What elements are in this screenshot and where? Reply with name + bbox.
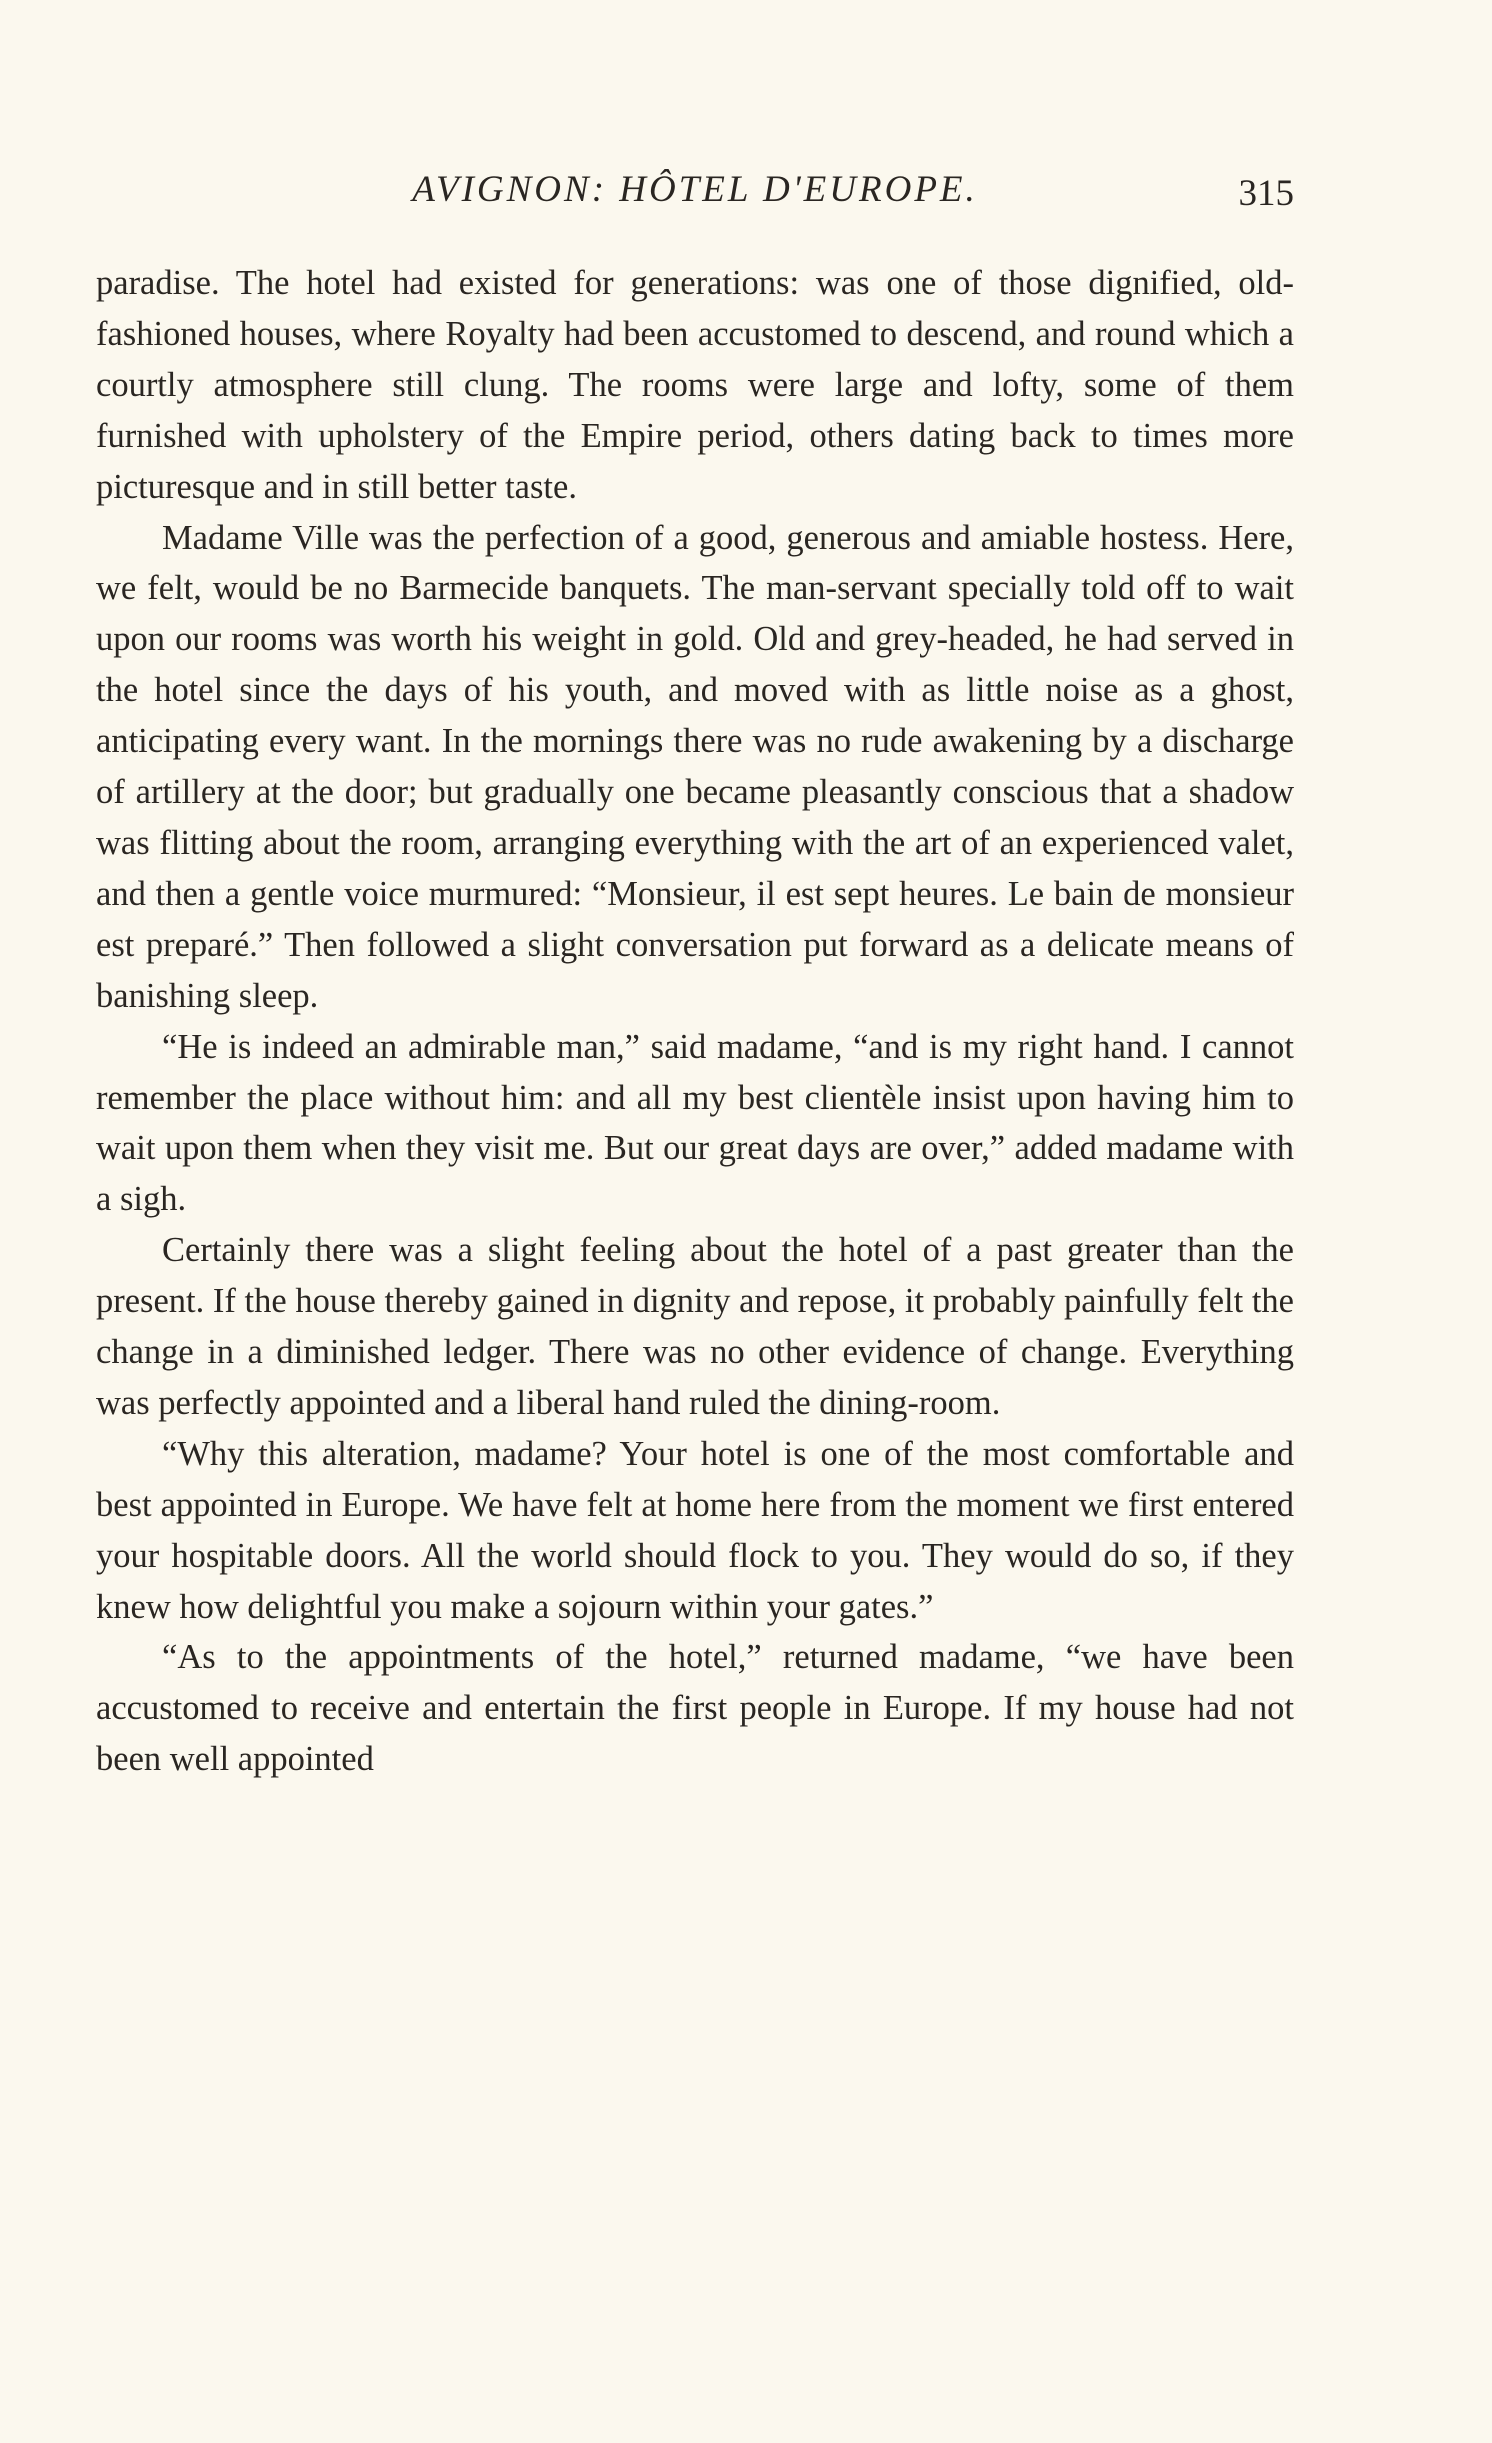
paragraph: Certainly there was a slight feeling about the hotel of a past greater than the present. If the house thereby gained in dignity and repose, it probably painfully felt the change in a diminished ledger. There was no other evidence of change. Everything was perfectly appointed and a liberal hand ruled the dining-room. — [96, 1231, 1294, 1422]
running-head — [96, 168, 1294, 228]
paragraph: Madame Ville was the perfection of a good, generous and amiable hostess. Here, we felt, would be no Barmecide banquets. The man-servant specially told off to wait upon our rooms was worth his weight in gold. Old and grey-headed, he had served in the hotel since the days of his youth, and moved with as little noise as a ghost, anticipating every want. In the mornings there was no rude awakening by a discharge of artillery at the door; but gradually one became pleasantly conscious that a shadow was flitting about the room, arranging everything with the art of an experienced valet, and then a gentle voice murmured: “Monsieur, il est sept heures. Le bain de monsieur est preparé.” Then followed a slight conversation put forward as a delicate means of banishing sleep. — [96, 518, 1294, 1015]
running-title: AVIGNON: HÔTEL D'EUROPE. — [412, 169, 978, 210]
paragraph: “He is indeed an admirable man,” said madame, “and is my right hand. I cannot remember the place without him: and all my best clientèle insist upon having him to wait upon them when they visit me. But our great days are over,” added madame with a sigh. — [96, 1027, 1294, 1219]
body-text — [96, 258, 1294, 1785]
paragraph-continued: paradise. The hotel had existed for generations: was one of those dignified, old-fashioned houses, where Royalty had been accustomed to descend, and round which a courtly atmosphere still clung. The rooms were large and lofty, some of them furnished with upholstery of the Empire period, others dating back to times more picturesque and in still better taste. — [96, 264, 1294, 506]
paragraph: “Why this alteration, madame? Your hotel is one of the most comfortable and best appointed in Europe. We have felt at home here from the moment we first entered your hospitable doors. All the world should flock to you. They would do so, if they knew how delightful you make a sojourn within your gates.” — [96, 1434, 1294, 1626]
page-number: 315 — [1238, 173, 1294, 214]
paragraph: “As to the appointments of the hotel,” returned madame, “we have been accustomed to receive and entertain the first people in Europe. If my house had not been well appointed — [96, 1638, 1294, 1779]
